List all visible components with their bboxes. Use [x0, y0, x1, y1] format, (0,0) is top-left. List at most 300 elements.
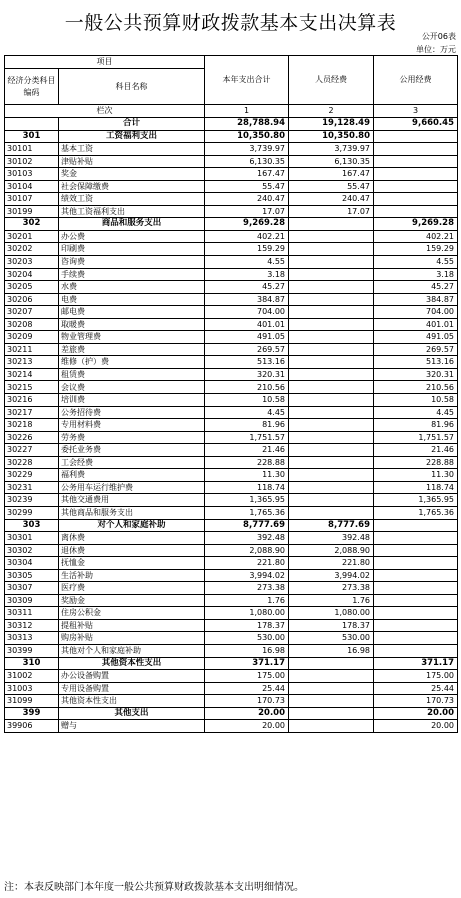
- row-personnel: [289, 707, 374, 720]
- row-total: 530.00: [205, 632, 289, 645]
- row-name: 印刷费: [59, 243, 205, 256]
- row-personnel: [289, 243, 374, 256]
- row-code: 30312: [5, 619, 59, 632]
- row-code: 303: [5, 519, 59, 532]
- table-row: [5, 168, 458, 181]
- row-code: 30211: [5, 343, 59, 356]
- table-row: [5, 582, 458, 595]
- row-total: 704.00: [205, 306, 289, 319]
- table-row: [5, 632, 458, 645]
- row-public: 9,269.28: [374, 218, 458, 231]
- row-personnel: [289, 682, 374, 695]
- row-code: 30217: [5, 406, 59, 419]
- row-public: 210.56: [374, 381, 458, 394]
- row-code: 30299: [5, 506, 59, 519]
- table-row: [5, 394, 458, 407]
- table-row: [5, 670, 458, 683]
- row-total: 2,088.90: [205, 544, 289, 557]
- row-public: [374, 632, 458, 645]
- row-public: 1,365.95: [374, 494, 458, 507]
- header-econ-code: 经济分类科目编码: [5, 69, 59, 105]
- row-personnel: [289, 331, 374, 344]
- row-total: 392.48: [205, 532, 289, 545]
- row-code: 30201: [5, 230, 59, 243]
- row-code: 30203: [5, 256, 59, 269]
- row-public: [374, 644, 458, 657]
- table-row: [5, 356, 458, 369]
- row-name: 奖金: [59, 168, 205, 181]
- row-personnel: [289, 343, 374, 356]
- header-col2: 2: [289, 105, 374, 118]
- row-public: 401.01: [374, 318, 458, 331]
- row-name: 绩效工资: [59, 193, 205, 206]
- table-row: [5, 594, 458, 607]
- row-personnel: 392.48: [289, 532, 374, 545]
- row-code: 30207: [5, 306, 59, 319]
- row-total: 167.47: [205, 168, 289, 181]
- row-personnel: [289, 318, 374, 331]
- row-total: 210.56: [205, 381, 289, 394]
- row-personnel: 240.47: [289, 193, 374, 206]
- row-public: 513.16: [374, 356, 458, 369]
- row-total: 371.17: [205, 657, 289, 670]
- row-name: 购房补贴: [59, 632, 205, 645]
- row-personnel: 167.47: [289, 168, 374, 181]
- row-personnel: 2,088.90: [289, 544, 374, 557]
- row-code: 30208: [5, 318, 59, 331]
- row-total: 1,765.36: [205, 506, 289, 519]
- row-name: 生活补助: [59, 569, 205, 582]
- row-public: [374, 582, 458, 595]
- row-code: 30218: [5, 419, 59, 432]
- row-code: 31003: [5, 682, 59, 695]
- row-total: 170.73: [205, 695, 289, 708]
- table-row: [5, 130, 458, 143]
- table-row: [5, 544, 458, 557]
- table-row: [5, 619, 458, 632]
- table-body: [5, 118, 458, 733]
- row-code: 31002: [5, 670, 59, 683]
- row-public: 45.27: [374, 281, 458, 294]
- row-public: 3.18: [374, 268, 458, 281]
- row-code: 30216: [5, 394, 59, 407]
- row-total: 28,788.94: [205, 118, 289, 131]
- row-personnel: [289, 381, 374, 394]
- row-total: 16.98: [205, 644, 289, 657]
- row-total: 55.47: [205, 180, 289, 193]
- row-name: 其他资本性支出: [59, 695, 205, 708]
- row-code: 301: [5, 130, 59, 143]
- row-name: 邮电费: [59, 306, 205, 319]
- row-total: 118.74: [205, 481, 289, 494]
- row-public: [374, 168, 458, 181]
- row-code: 30227: [5, 444, 59, 457]
- row-public: 9,660.45: [374, 118, 458, 131]
- row-personnel: [289, 256, 374, 269]
- row-total: 4.55: [205, 256, 289, 269]
- table-row: [5, 682, 458, 695]
- row-public: 384.87: [374, 293, 458, 306]
- row-public: 175.00: [374, 670, 458, 683]
- row-code: 30231: [5, 481, 59, 494]
- row-code: 30304: [5, 557, 59, 570]
- row-public: [374, 143, 458, 156]
- table-row: [5, 607, 458, 620]
- row-total: 17.07: [205, 205, 289, 218]
- row-public: [374, 180, 458, 193]
- row-name: 商品和服务支出: [59, 218, 205, 231]
- row-public: [374, 557, 458, 570]
- row-name: 提租补贴: [59, 619, 205, 632]
- row-public: 371.17: [374, 657, 458, 670]
- expenditure-table: [4, 55, 458, 733]
- table-row: [5, 331, 458, 344]
- row-personnel: [289, 695, 374, 708]
- row-personnel: [289, 431, 374, 444]
- table-row: [5, 469, 458, 482]
- row-public: 402.21: [374, 230, 458, 243]
- row-total: 3.18: [205, 268, 289, 281]
- row-personnel: 221.80: [289, 557, 374, 570]
- row-personnel: [289, 670, 374, 683]
- row-code: 30309: [5, 594, 59, 607]
- row-personnel: 16.98: [289, 644, 374, 657]
- table-row: [5, 444, 458, 457]
- row-public: 269.57: [374, 343, 458, 356]
- row-public: [374, 569, 458, 582]
- row-name: 公务用车运行维护费: [59, 481, 205, 494]
- row-personnel: [289, 356, 374, 369]
- row-personnel: 8,777.69: [289, 519, 374, 532]
- row-code: 31099: [5, 695, 59, 708]
- row-name: 水费: [59, 281, 205, 294]
- row-public: [374, 193, 458, 206]
- row-total: 10,350.80: [205, 130, 289, 143]
- row-total: 1,080.00: [205, 607, 289, 620]
- row-public: 10.58: [374, 394, 458, 407]
- row-public: [374, 155, 458, 168]
- table-row: [5, 306, 458, 319]
- table-row: [5, 368, 458, 381]
- table-row: [5, 657, 458, 670]
- row-total: 10.58: [205, 394, 289, 407]
- row-personnel: 19,128.49: [289, 118, 374, 131]
- table-row: [5, 519, 458, 532]
- row-code: 30307: [5, 582, 59, 595]
- row-total: 269.57: [205, 343, 289, 356]
- row-total: 4.45: [205, 406, 289, 419]
- row-name: 其他对个人和家庭补助: [59, 644, 205, 657]
- row-name: 取暖费: [59, 318, 205, 331]
- row-name: 会议费: [59, 381, 205, 394]
- table-row: [5, 569, 458, 582]
- row-personnel: [289, 406, 374, 419]
- row-total: 384.87: [205, 293, 289, 306]
- table-row: [5, 419, 458, 432]
- row-public: 1,765.36: [374, 506, 458, 519]
- row-public: 4.45: [374, 406, 458, 419]
- row-public: 320.31: [374, 368, 458, 381]
- footnote: 注：本表反映部门本年度一般公共预算财政拨款基本支出明细情况。: [4, 882, 304, 893]
- row-name: 抚恤金: [59, 557, 205, 570]
- row-code: 30101: [5, 143, 59, 156]
- page-title: 一般公共预算财政拨款基本支出决算表: [64, 12, 397, 34]
- table-row: [5, 230, 458, 243]
- row-personnel: [289, 481, 374, 494]
- row-code: 30399: [5, 644, 59, 657]
- row-personnel: [289, 293, 374, 306]
- table-row: [5, 695, 458, 708]
- row-name: 合计: [59, 118, 205, 131]
- row-public: 170.73: [374, 695, 458, 708]
- row-code: 302: [5, 218, 59, 231]
- row-total: 1.76: [205, 594, 289, 607]
- row-total: 159.29: [205, 243, 289, 256]
- row-code: 30204: [5, 268, 59, 281]
- row-code: 30202: [5, 243, 59, 256]
- row-name: 医疗费: [59, 582, 205, 595]
- row-code: 30205: [5, 281, 59, 294]
- row-personnel: 178.37: [289, 619, 374, 632]
- table-row: [5, 707, 458, 720]
- header-col3: 3: [374, 105, 458, 118]
- row-name: 物业管理费: [59, 331, 205, 344]
- row-total: 6,130.35: [205, 155, 289, 168]
- row-name: 办公设备购置: [59, 670, 205, 683]
- row-total: 11.30: [205, 469, 289, 482]
- row-personnel: 6,130.35: [289, 155, 374, 168]
- table-row: [5, 506, 458, 519]
- row-code: 30107: [5, 193, 59, 206]
- row-name: 离休费: [59, 532, 205, 545]
- row-public: [374, 532, 458, 545]
- row-total: 9,269.28: [205, 218, 289, 231]
- table-row: [5, 118, 458, 131]
- row-name: 其他交通费用: [59, 494, 205, 507]
- row-total: 3,994.02: [205, 569, 289, 582]
- row-total: 3,739.97: [205, 143, 289, 156]
- row-code: 39906: [5, 720, 59, 733]
- row-name: 其他商品和服务支出: [59, 506, 205, 519]
- row-personnel: [289, 657, 374, 670]
- table-row: [5, 218, 458, 231]
- table-row: [5, 180, 458, 193]
- row-total: 8,777.69: [205, 519, 289, 532]
- row-personnel: 273.38: [289, 582, 374, 595]
- table-row: [5, 155, 458, 168]
- row-public: [374, 519, 458, 532]
- row-personnel: [289, 281, 374, 294]
- row-public: [374, 130, 458, 143]
- row-public: 704.00: [374, 306, 458, 319]
- row-name: 福利费: [59, 469, 205, 482]
- row-name: 办公费: [59, 230, 205, 243]
- header-total: 本年支出合计: [205, 56, 289, 105]
- row-total: 20.00: [205, 707, 289, 720]
- table-row: [5, 243, 458, 256]
- row-public: 4.55: [374, 256, 458, 269]
- row-code: 30229: [5, 469, 59, 482]
- row-name: 奖励金: [59, 594, 205, 607]
- row-total: 81.96: [205, 419, 289, 432]
- row-total: 491.05: [205, 331, 289, 344]
- row-name: 租赁费: [59, 368, 205, 381]
- row-personnel: 55.47: [289, 180, 374, 193]
- table-row: [5, 343, 458, 356]
- row-public: 159.29: [374, 243, 458, 256]
- table-row: [5, 268, 458, 281]
- row-personnel: [289, 306, 374, 319]
- row-public: [374, 607, 458, 620]
- row-total: 320.31: [205, 368, 289, 381]
- row-name: 其他支出: [59, 707, 205, 720]
- header-personnel: 人员经费: [289, 56, 374, 105]
- row-code: 30206: [5, 293, 59, 306]
- table-row: [5, 481, 458, 494]
- row-name: 专用材料费: [59, 419, 205, 432]
- row-total: 240.47: [205, 193, 289, 206]
- row-personnel: 530.00: [289, 632, 374, 645]
- row-name: 其他工资福利支出: [59, 205, 205, 218]
- row-public: 25.44: [374, 682, 458, 695]
- row-public: 20.00: [374, 707, 458, 720]
- row-total: 221.80: [205, 557, 289, 570]
- row-total: 228.88: [205, 456, 289, 469]
- row-personnel: [289, 469, 374, 482]
- row-code: 30102: [5, 155, 59, 168]
- form-number: 公开06表: [421, 32, 456, 41]
- row-personnel: [289, 218, 374, 231]
- row-total: 401.01: [205, 318, 289, 331]
- table-row: [5, 456, 458, 469]
- row-code: 30301: [5, 532, 59, 545]
- table-row: [5, 532, 458, 545]
- row-name: 手续费: [59, 268, 205, 281]
- row-personnel: [289, 456, 374, 469]
- row-total: 402.21: [205, 230, 289, 243]
- row-code: 30103: [5, 168, 59, 181]
- row-total: 21.46: [205, 444, 289, 457]
- row-code: 30311: [5, 607, 59, 620]
- row-personnel: [289, 444, 374, 457]
- row-total: 1,365.95: [205, 494, 289, 507]
- table-row: [5, 293, 458, 306]
- row-total: 25.44: [205, 682, 289, 695]
- table-row: [5, 318, 458, 331]
- table-row: [5, 557, 458, 570]
- row-name: 社会保障缴费: [59, 180, 205, 193]
- header-row-label: 栏次: [5, 105, 205, 118]
- table-row: [5, 494, 458, 507]
- row-total: 513.16: [205, 356, 289, 369]
- row-public: [374, 619, 458, 632]
- row-name: 赠与: [59, 720, 205, 733]
- row-total: 45.27: [205, 281, 289, 294]
- row-name: 差旅费: [59, 343, 205, 356]
- table-row: [5, 644, 458, 657]
- header-item: 项目: [5, 56, 205, 69]
- header-subject: 科目名称: [59, 69, 205, 105]
- row-public: 20.00: [374, 720, 458, 733]
- row-code: 30104: [5, 180, 59, 193]
- row-code: 310: [5, 657, 59, 670]
- row-personnel: 10,350.80: [289, 130, 374, 143]
- row-personnel: [289, 419, 374, 432]
- row-personnel: [289, 494, 374, 507]
- row-name: 对个人和家庭补助: [59, 519, 205, 532]
- table-row: [5, 205, 458, 218]
- row-personnel: 17.07: [289, 205, 374, 218]
- row-personnel: [289, 268, 374, 281]
- row-code: 30213: [5, 356, 59, 369]
- table-row: [5, 431, 458, 444]
- row-personnel: 3,739.97: [289, 143, 374, 156]
- row-name: 专用设备购置: [59, 682, 205, 695]
- table-row: [5, 193, 458, 206]
- row-name: 基本工资: [59, 143, 205, 156]
- row-public: 1,751.57: [374, 431, 458, 444]
- row-public: [374, 594, 458, 607]
- row-public: [374, 205, 458, 218]
- row-name: 电费: [59, 293, 205, 306]
- row-total: 20.00: [205, 720, 289, 733]
- row-total: 1,751.57: [205, 431, 289, 444]
- row-code: 30209: [5, 331, 59, 344]
- row-code: 30215: [5, 381, 59, 394]
- row-personnel: [289, 230, 374, 243]
- row-code: 30305: [5, 569, 59, 582]
- row-public: 118.74: [374, 481, 458, 494]
- header-public: 公用经费: [374, 56, 458, 105]
- row-code: 399: [5, 707, 59, 720]
- header-col1: 1: [205, 105, 289, 118]
- row-name: 维修（护）费: [59, 356, 205, 369]
- row-public: 228.88: [374, 456, 458, 469]
- row-name: 委托业务费: [59, 444, 205, 457]
- row-personnel: 1.76: [289, 594, 374, 607]
- header-row-columns: [5, 105, 458, 118]
- row-public: [374, 544, 458, 557]
- table-row: [5, 143, 458, 156]
- row-total: 178.37: [205, 619, 289, 632]
- row-personnel: [289, 394, 374, 407]
- row-personnel: 1,080.00: [289, 607, 374, 620]
- row-public: 491.05: [374, 331, 458, 344]
- header-row-item: [5, 56, 458, 69]
- unit-label: 单位：万元: [416, 45, 456, 54]
- row-name: 公务招待费: [59, 406, 205, 419]
- row-name: 劳务费: [59, 431, 205, 444]
- row-personnel: [289, 506, 374, 519]
- row-personnel: [289, 368, 374, 381]
- row-code: 30302: [5, 544, 59, 557]
- row-name: 其他资本性支出: [59, 657, 205, 670]
- row-code: 30226: [5, 431, 59, 444]
- row-name: 工会经费: [59, 456, 205, 469]
- row-public: 21.46: [374, 444, 458, 457]
- row-total: 175.00: [205, 670, 289, 683]
- table-row: [5, 381, 458, 394]
- row-total: 273.38: [205, 582, 289, 595]
- row-personnel: 3,994.02: [289, 569, 374, 582]
- row-personnel: [289, 720, 374, 733]
- row-code: 30214: [5, 368, 59, 381]
- row-name: 工资福利支出: [59, 130, 205, 143]
- table-row: [5, 281, 458, 294]
- row-code: [5, 118, 59, 131]
- row-code: 30199: [5, 205, 59, 218]
- table-row: [5, 406, 458, 419]
